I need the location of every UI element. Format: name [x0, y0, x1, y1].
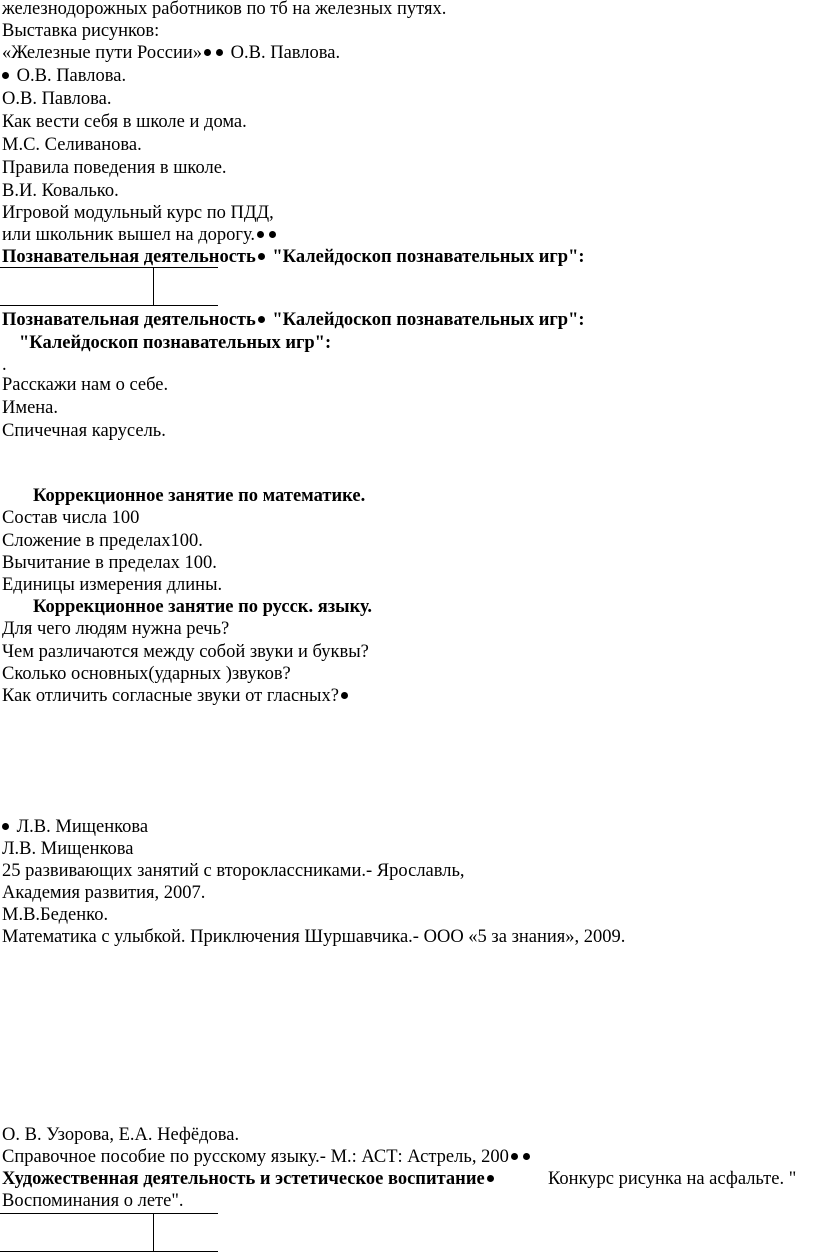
text-span: Л.В. Мищенкова: [16, 817, 149, 837]
text-span: «Железные пути России»: [2, 43, 203, 63]
text-line: Игровой модульный курс по ПДД,: [2, 203, 274, 223]
text-line: Спичечная карусель.: [2, 421, 166, 441]
table-rule: [153, 1213, 154, 1251]
bullet-icon: [204, 49, 211, 56]
section-heading: Коррекционное занятие по русск. языку.: [33, 597, 372, 617]
text-line: Правила поведения в школе.: [2, 158, 227, 178]
text-line: [2, 42, 340, 64]
section-heading: "Калейдоскоп познавательных игр":: [19, 333, 332, 353]
text-line: 25 развивающих занятий с второклассниками.- Ярославль,: [2, 861, 465, 881]
text-line: [2, 1146, 533, 1168]
text-line: Академия развития, 2007.: [2, 883, 206, 903]
text-line: [2, 816, 148, 838]
text-line: Математика с улыбкой. Приключения Шуршавчика.- ООО «5 за знания», 2009.: [2, 927, 626, 947]
text-line: Вычитание в пределах 100.: [2, 553, 217, 573]
text-line: [2, 65, 126, 87]
bullet-icon: [487, 1175, 494, 1182]
text-span: О.В. Павлова.: [16, 66, 127, 86]
text-span: Как отличить согласные звуки от гласных?: [2, 686, 339, 706]
text-line: Единицы измерения длины.: [2, 575, 223, 595]
section-heading: [2, 309, 585, 331]
text-line: Сложение в пределах100.: [2, 531, 203, 551]
text-span: или школьник вышел на дорогу.: [2, 225, 256, 245]
text-line: [2, 1168, 497, 1190]
text-span: Справочное пособие по русскому языку.- М.: АСТ: Астрель, 200: [2, 1147, 509, 1167]
section-heading: [2, 246, 585, 268]
heading-span: Художественная деятельность и эстетическое воспитание: [2, 1169, 485, 1189]
bullet-icon: [269, 231, 276, 238]
text-line: [2, 224, 279, 246]
bullet-icon: [2, 823, 9, 830]
bullet-icon: [216, 49, 223, 56]
text-line: [2, 685, 351, 707]
text-line: Имена.: [2, 398, 59, 418]
text-line: В.И. Ковалько.: [2, 181, 119, 201]
text-line: О.В. Павлова.: [2, 89, 112, 109]
text-line: Л.В. Мищенкова: [2, 839, 134, 859]
text-line: Сколько основных(ударных )звуков?: [2, 664, 291, 684]
bullet-icon: [258, 253, 265, 260]
section-heading: Коррекционное занятие по математике.: [33, 486, 366, 506]
text-line: Конкурс рисунка на асфальте. ": [548, 1169, 797, 1189]
text-span: О.В. Павлова.: [230, 43, 341, 63]
bullet-icon: [2, 72, 9, 79]
text-line: М.В.Беденко.: [2, 905, 109, 925]
text-line: Воспоминания о лете".: [2, 1191, 184, 1211]
heading-span: "Калейдоскоп познавательных игр":: [272, 247, 585, 267]
table-rule: [0, 305, 218, 306]
table-rule: [0, 267, 218, 268]
table-rule: [153, 267, 154, 305]
text-line: М.С. Селиванова.: [2, 135, 142, 155]
table-rule: [0, 1251, 218, 1252]
table-rule: [0, 1213, 218, 1214]
text-line: О. В. Узорова, Е.А. Нефёдова.: [2, 1125, 240, 1145]
heading-span: Познавательная деятельность: [2, 310, 256, 330]
text-line: Состав числа 100: [2, 508, 140, 528]
text-line: Как вести себя в школе и дома.: [2, 112, 247, 132]
heading-span: Познавательная деятельность: [2, 247, 256, 267]
bullet-icon: [257, 231, 264, 238]
bullet-icon: [341, 692, 348, 699]
text-line: Чем различаются между собой звуки и буквы?: [2, 642, 369, 662]
text-line: Для чего людям нужна речь?: [2, 619, 230, 639]
text-line: Расскажи нам о себе.: [2, 375, 169, 395]
heading-span: "Калейдоскоп познавательных игр":: [272, 310, 585, 330]
bullet-icon: [258, 316, 265, 323]
bullet-icon: [511, 1153, 518, 1160]
text-line: .: [2, 355, 7, 375]
text-line: железнодорожных работников по тб на железных путях.: [2, 0, 447, 19]
text-line: Выставка рисунков:: [2, 21, 160, 41]
bullet-icon: [523, 1153, 530, 1160]
